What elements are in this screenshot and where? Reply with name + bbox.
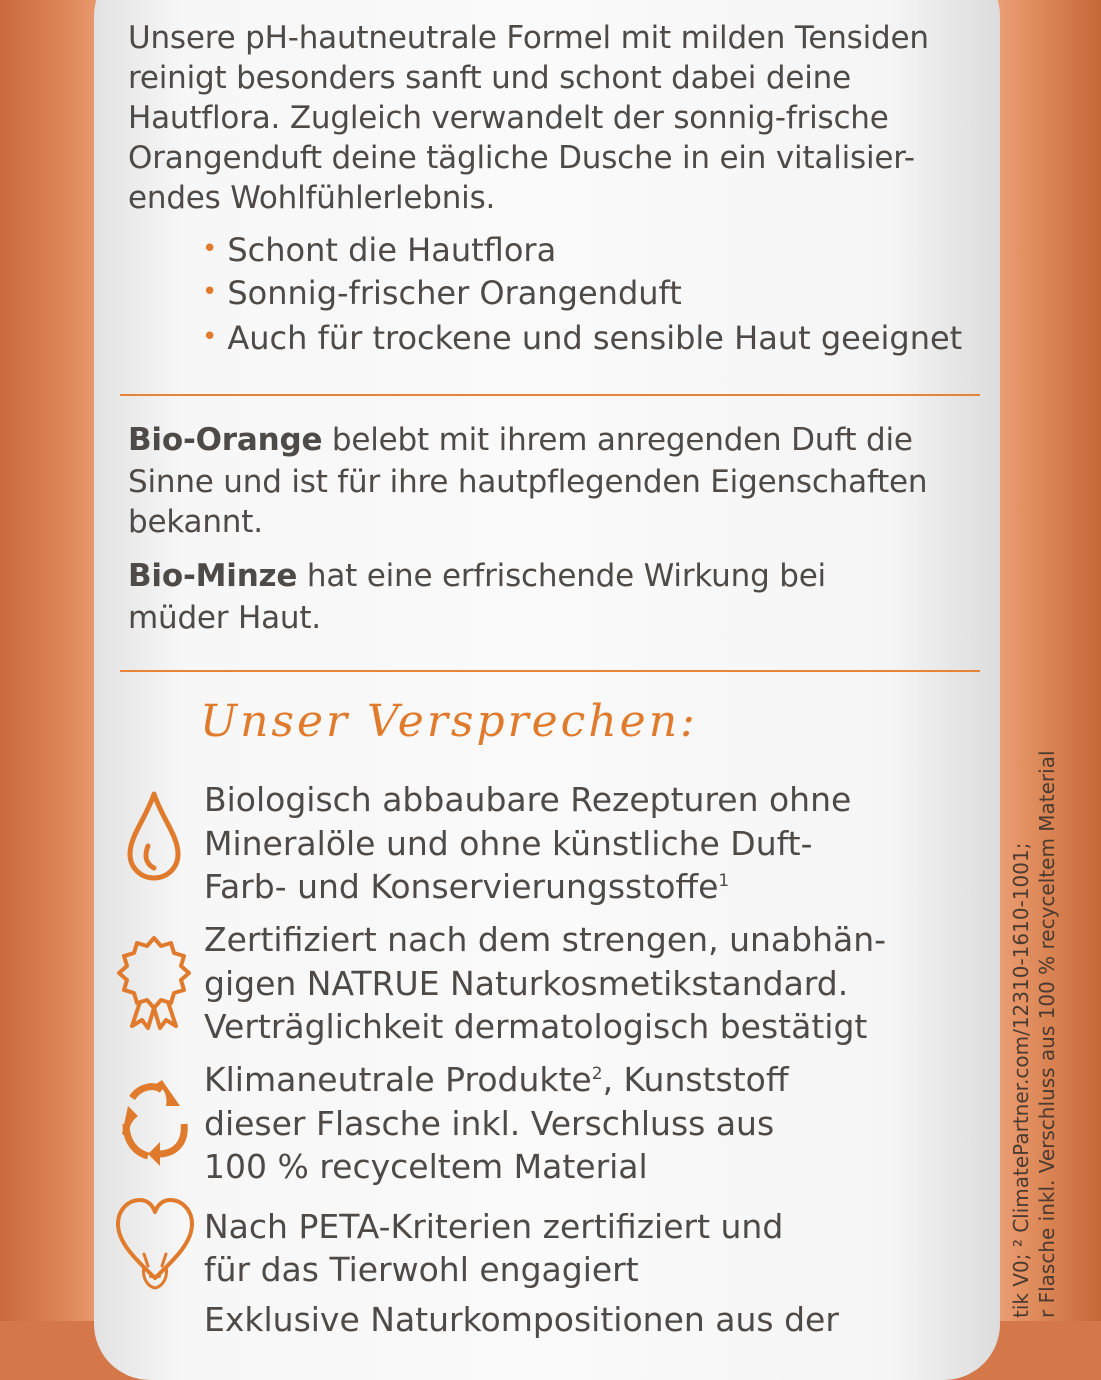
intro-line: endes Wohlfühlerlebnis.: [128, 180, 496, 216]
promise-line: Biologisch abbaubare Rezepturen ohne: [204, 780, 852, 819]
ingredient-name: Bio-Orange: [128, 422, 323, 458]
footnote-marker: 2: [591, 1064, 603, 1084]
side-footnote-line: r Flasche inkl. Verschluss aus 100 % recyceltem Material: [1035, 750, 1059, 1318]
heart-bunny-icon: [114, 1196, 196, 1292]
promise-text: Farb- und Konservierungsstoffe: [204, 867, 719, 906]
promise-line: Zertifiziert nach dem strengen, unabhän-: [204, 920, 887, 959]
bullet-text: Auch für trockene und sensible Haut geeignet: [227, 319, 963, 357]
ingredient-name: Bio-Minze: [128, 558, 298, 594]
side-footnote: [1008, 750, 1060, 1318]
ingredient-desc-line: müder Haut.: [128, 600, 321, 636]
intro-line: Hautflora. Zugleich verwandelt der sonnig-frische: [128, 100, 889, 136]
promise-line: gigen NATRUE Naturkosmetikstandard.: [204, 964, 849, 1003]
divider: [120, 394, 980, 396]
recycle-arrows-icon: [118, 1076, 190, 1168]
intro-line: Orangenduft deine tägliche Dusche in ein vitalisier-: [128, 140, 915, 176]
promise-text: Klimaneutrale Produkte: [204, 1060, 592, 1099]
bullet-item: [202, 273, 682, 316]
promise-line: Nach PETA-Kriterien zertifiziert und: [204, 1207, 784, 1246]
water-drop-icon: [124, 790, 184, 882]
bullet-item: [202, 318, 962, 361]
promise-line: dieser Flasche inkl. Verschluss aus: [204, 1104, 775, 1143]
promise-title: Unser Versprechen:: [200, 696, 698, 747]
promise-line: [204, 1058, 789, 1101]
promise-line: für das Tierwohl engagiert: [204, 1250, 639, 1289]
intro-line: reinigt besonders sanft und schont dabei deine: [128, 60, 851, 96]
certified-seal-icon: [116, 934, 192, 1030]
ingredient-desc: hat eine erfrischende Wirkung bei: [306, 558, 826, 594]
bullet-dot-icon: •: [202, 277, 218, 307]
promise-line: Mineralöle und ohne künstliche Duft-: [204, 824, 813, 863]
promise-line-cut: Exklusive Naturkompositionen aus der: [204, 1300, 839, 1339]
promise-line: [204, 865, 729, 908]
bullet-text: Schont die Hautflora: [227, 231, 557, 269]
ingredient-desc-line: bekannt.: [128, 504, 263, 540]
ingredient-mint: [128, 556, 826, 596]
intro-line: Unsere pH-hautneutrale Formel mit milden Tensiden: [128, 20, 929, 56]
divider: [120, 670, 980, 672]
bullet-dot-icon: •: [202, 322, 218, 352]
bullet-item: [202, 230, 556, 273]
promise-line: Verträglichkeit dermatologisch bestätigt: [204, 1007, 868, 1046]
ingredient-desc: belebt mit ihrem anregenden Duft die: [331, 422, 913, 458]
promise-line: 100 % recyceltem Material: [204, 1147, 648, 1186]
footnote-marker: 1: [718, 871, 730, 891]
bullet-text: Sonnig-frischer Orangenduft: [227, 274, 682, 312]
ingredient-desc-line: Sinne und ist für ihre hautpflegenden Eigenschaften: [128, 464, 928, 500]
bullet-dot-icon: •: [202, 234, 218, 264]
bottle-edge-left: [0, 0, 100, 1321]
ingredient-orange: [128, 420, 913, 460]
side-footnote-line: tik V0; ² ClimatePartner.com/12310-1610-1001;: [1009, 842, 1033, 1318]
promise-text: , Kunststoff: [602, 1060, 789, 1099]
